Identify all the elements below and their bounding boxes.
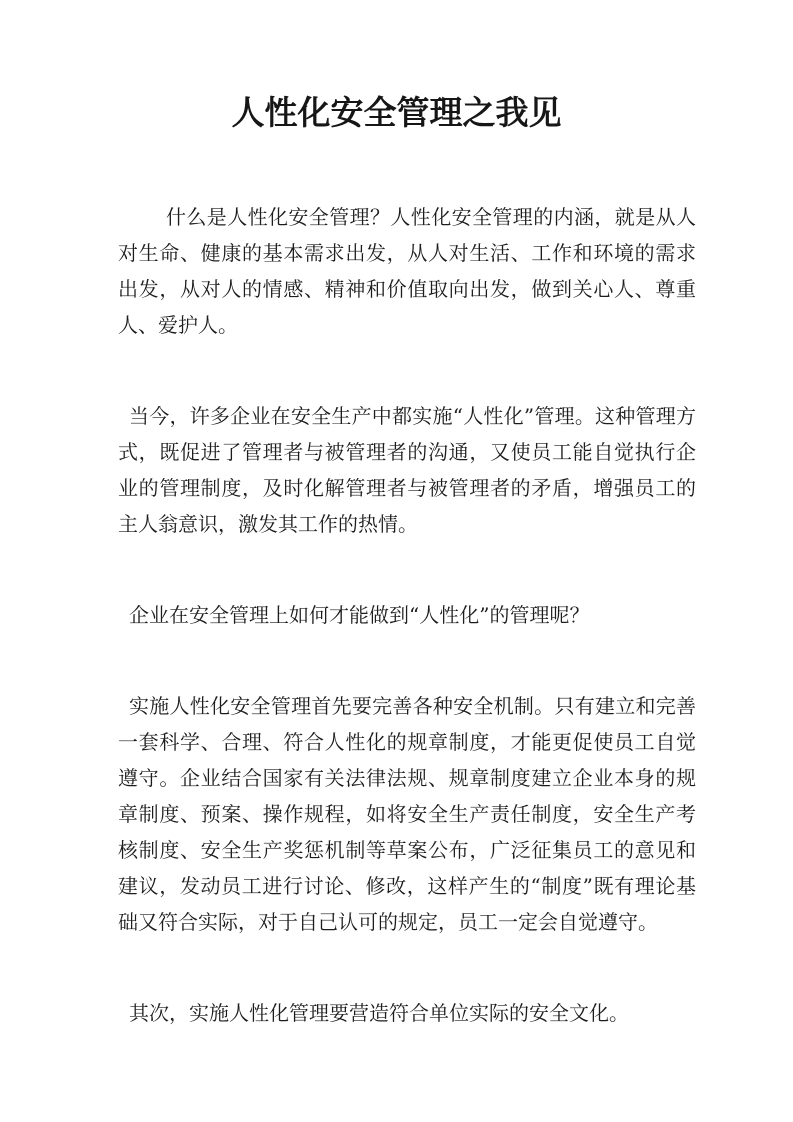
paragraph-question: 企业在安全管理上如何才能做到“人性化”的管理呢？ <box>129 603 590 627</box>
document-body <box>118 199 696 1031</box>
paragraph-mechanisms: 实施人性化安全管理首先要完善各种安全机制。只有建立和完善一套科学、合理、符合人性化的规章制度，才能更促使员工自觉遵守。企业结合国家有关法律法规、规章制度建立企业本身的规章制度、预案、操作规程，如将安全生产责任制度，安全生产考核制度、安全生产奖惩机制等草案公布，广泛征集员工的意见和建议，发动员工进行讨论、修改，这样产生的“制度”既有理论基础又符合实际，对于自己认可的规定，员工一定会自觉遵守。 <box>118 694 696 934</box>
document-title: 人性化安全管理之我见 <box>231 93 562 132</box>
paragraph-safety-culture: 其次，实施人性化管理要营造符合单位实际的安全文化。 <box>129 1001 629 1025</box>
paragraph-current-practice: 当今，许多企业在安全生产中都实施“人性化”管理。这种管理方式，既促进了管理者与被管理者的沟通，又使员工能自觉执行企业的管理制度，及时化解管理者与被管理者的矛盾，增强员工的主人翁意识，激发其工作的热情。 <box>118 404 696 536</box>
paragraph-intro: 什么是人性化安全管理？人性化安全管理的内涵，就是从人对生命、健康的基本需求出发，从人对生活、工作和环境的需求出发，从对人的情感、精神和价值取向出发，做到关心人、尊重人、爱护人。 <box>118 205 696 337</box>
